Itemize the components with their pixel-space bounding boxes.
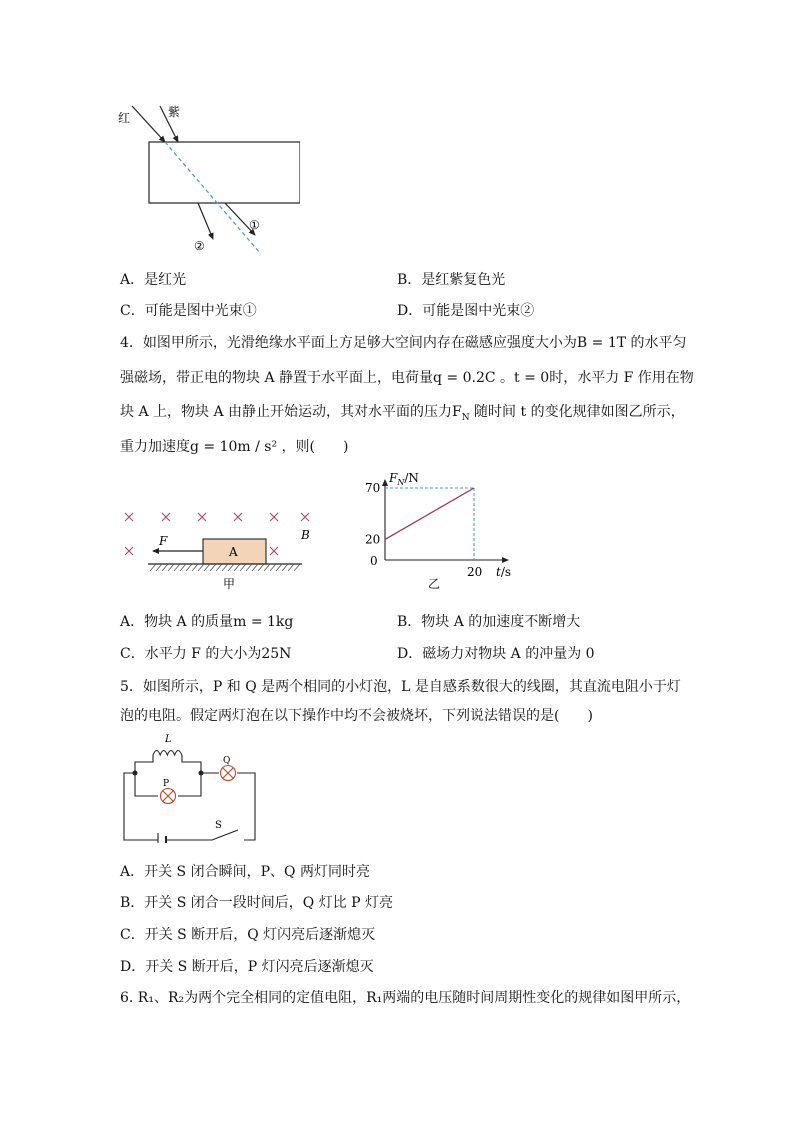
ground-hatching [150,564,300,571]
beam-2-ray [198,203,213,239]
q3-option-b: B．是红紫复色光 [397,272,506,288]
red-incident-ray [132,106,165,142]
figure-jia [115,500,315,595]
y-tick-label: 20 [365,532,381,547]
switch-blade [212,830,238,840]
q4-option-b: B．物块 A 的加速度不断增大 [397,614,581,630]
y-axis-label: $F_N/N$ [389,471,419,487]
q4-stem-line-1: 4．如图甲所示，光滑绝缘水平面上方足够大空间内存在磁感应强度大小为B = 1T 的水平匀 [120,335,687,351]
q4-stem-line-3-tail: 随时间 t 的变化规律如图乙所示， [469,404,685,420]
wire-coil-right [182,755,201,773]
q5-stem-line-2: 泡的电阻。假定两灯泡在以下操作中均不会被烧坏，下列说法错误的是( ) [120,708,593,724]
q4-stem-line-3 [120,402,685,428]
x-tick-label: 20 [467,565,483,579]
field-label: B [301,528,310,542]
figure-jia-caption: 甲 [223,577,236,591]
wire-coil-left [135,755,153,773]
wire-outer [124,773,255,840]
q4-stem-line-2: 强磁场，带正电的物块 A 静置于水平面上，电荷量q = 0.2C 。t = 0时，水平力 F 作用在物 [120,370,694,386]
lamp-q-label: Q [223,756,231,766]
beam-2-label: ② [194,239,205,253]
refraction-figure [110,95,300,255]
violet-label: 紫 [168,105,181,119]
switch-label: S [215,820,222,831]
q4-option-c: C．水平力 F 的大小为25N [120,646,292,662]
inductor-label: L [165,734,172,745]
q5-stem-line-1: 5．如图所示，P 和 Q 是两个相同的小灯泡，L 是自感系数很大的线圈，其直流电阻小于灯 [120,679,681,695]
q5-option-c: C．开关 S 断开后，Q 灯闪亮后逐渐熄灭 [120,927,376,943]
force-label: F [159,534,168,548]
red-label: 红 [118,111,131,125]
inductor-coil [153,751,182,756]
fn-vs-t-line [385,488,474,539]
glass-block [149,142,300,203]
node-left [133,771,138,776]
node-right [199,771,204,776]
q4-option-a: A．物块 A 的质量m = 1kg [120,614,294,630]
figure-yi-caption: 乙 [428,577,441,591]
q5-option-d: D．开关 S 断开后，P 灯闪亮后逐渐熄灭 [120,959,374,975]
q4-stem-line-3-head: 块 A 上，物块 A 由静止开始运动，其对水平面的压力F [120,404,462,420]
q4-stem-line-4: 重力加速度g = 10m / s² ，则( ) [120,439,349,455]
x-axis-label: t/s [496,565,512,579]
q4-stem-line-3-sub: N [461,412,470,423]
q3-option-a: A．是红光 [120,272,187,288]
origin-label: 0 [370,554,378,568]
q4-option-d: D．磁场力对物块 A 的冲量为 0 [397,646,595,662]
beam-1-label: ① [249,218,260,232]
block-label: A [229,545,238,559]
lamp-p-label: P [163,779,170,789]
q5-option-b: B．开关 S 闭合一段时间后，Q 灯比 P 灯亮 [120,895,394,911]
figure-yi-graph [355,470,525,595]
q3-option-d: D．可能是图中光束② [397,303,535,319]
q5-option-a: A．开关 S 闭合瞬间，P、Q 两灯同时亮 [120,864,370,880]
q3-option-c: C．可能是图中光束① [120,303,257,319]
y-tick-label: 70 [365,481,381,495]
q6-stem-line-1: 6. R₁、R₂为两个完全相同的定值电阻，R₁两端的电压随时间周期性变化的规律如图甲所示， [120,990,691,1006]
circuit-diagram [115,733,265,843]
